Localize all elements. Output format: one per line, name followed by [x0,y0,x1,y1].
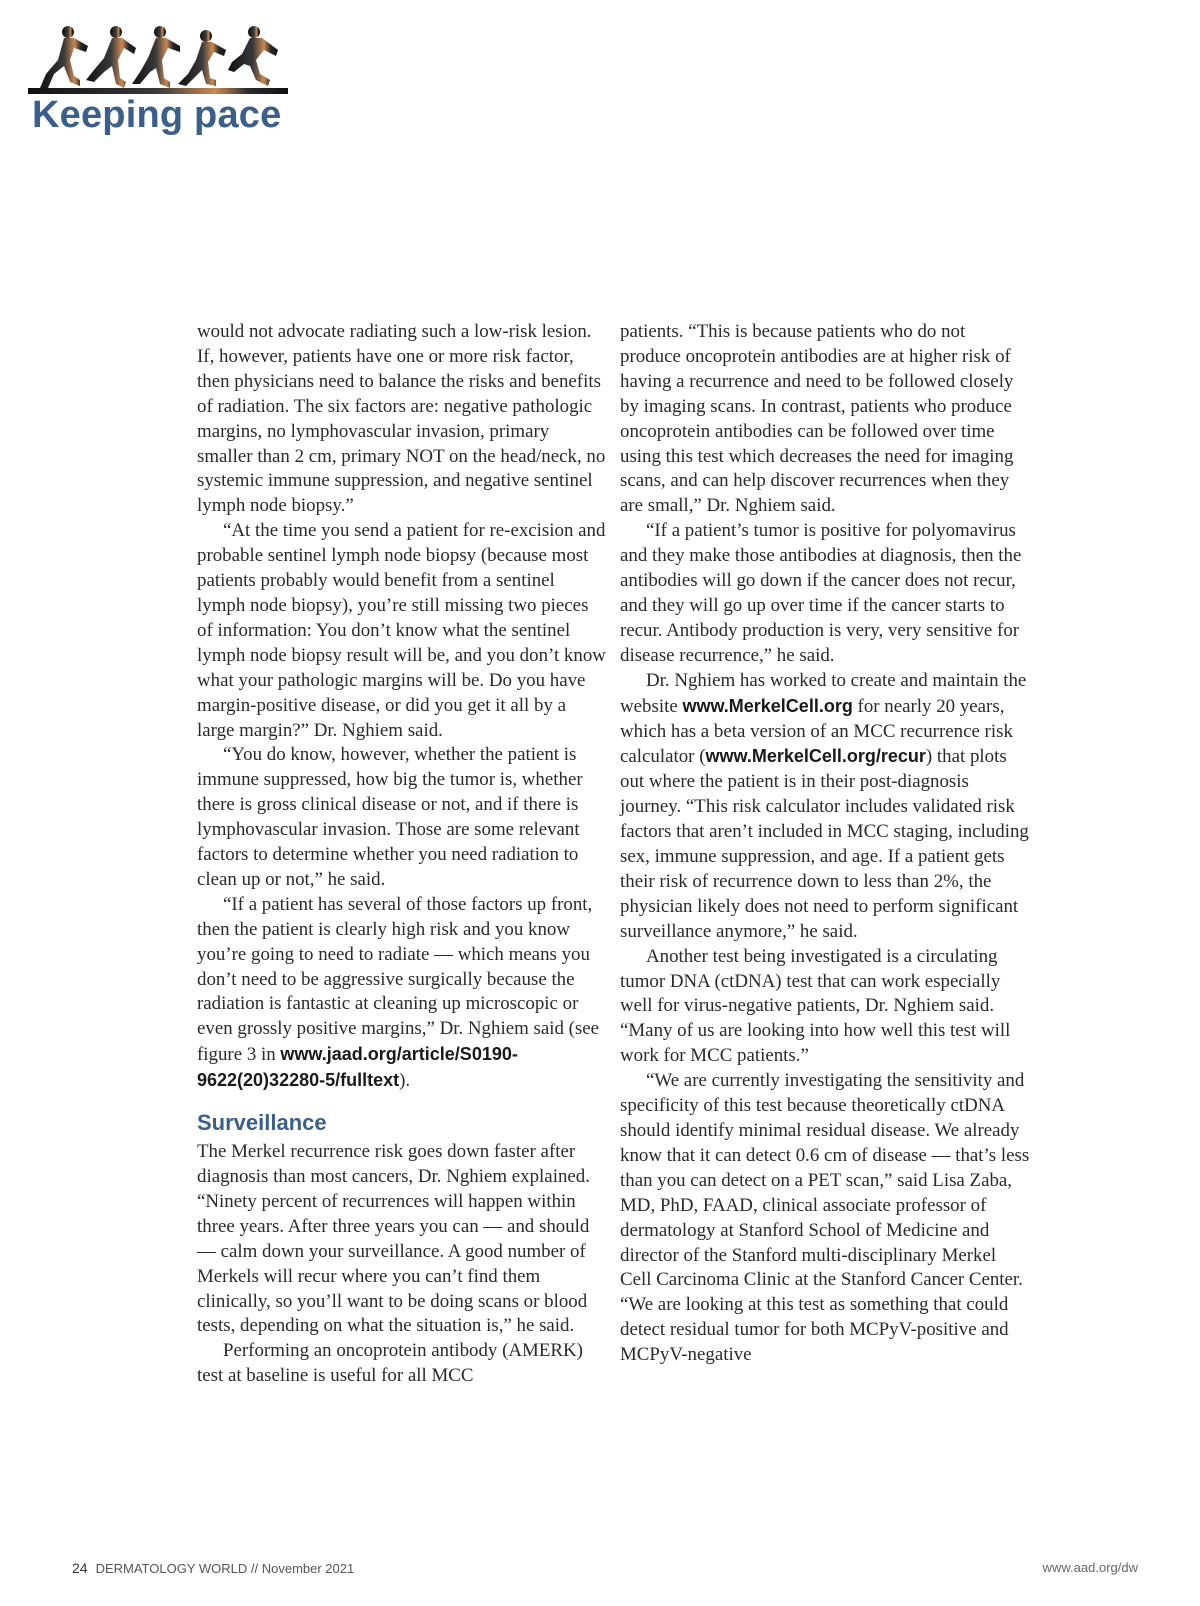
publication-info: DERMATOLOGY WORLD // November 2021 [95,1561,355,1576]
right-column [620,320,1030,1368]
page-number: 24 [72,1560,88,1576]
paragraph-text: ) that plots out where the patient is in their post-diagnosis journey. “This risk calculator includes validated risk factors that aren’t included in MCC staging, including sex, immune suppression, and age. If a patient gets their risk of recurrence down to less than 2%, the physician likely does not need to perform significant surveillance anymore,” he said. [620,746,1029,942]
recurrence-calculator-link[interactable]: www.MerkelCell.org/recur [705,746,926,767]
paragraph-text: for nearly 20 years, which has a beta version of an MCC recurrence risk calculator ( [620,695,1013,768]
paragraph: “We are currently investigating the sensitivity and specificity of this test because theoretically ctDNA should identify minimal residual disease. We already know that it can detect 0.6 cm of disease — that’s less than you can detect on a PET scan,” said Lisa Zaba, MD, PhD, FAAD, clinical associate professor of dermatology at Stanford School of Medicine and director of the Stanford multi-disciplinary Merkel Cell Carcinoma Clinic at the Stanford Cancer Center. “We are looking at this test as something that could detect residual tumor for both MCPyV-positive and MCPyV-negative [620,1070,1030,1366]
page-title: Keeping pace [32,94,282,136]
paragraph-text: “If a patient has several of those factors up front, then the patient is clearly high risk and you know you’re going to need to radiate — which means you don’t need to be aggressive surgically because the radiation is fantastic at cleaning up microscopic or even grossly positive margins,” Dr. Nghiem said (see figure 3 in [197,893,600,1066]
paragraph: The Merkel recurrence risk goes down faster after diagnosis than most cancers, Dr. Nghiem explained. “Ninety percent of recurrences will happen within three years. After three years you can — and should — calm down your surveillance. A good number of Merkels will recur where you can’t find them clinically, so you’ll want to be doing scans or blood tests, depending on what the situation is,” he said. [197,1141,590,1337]
footer-publication [72,1560,354,1576]
paragraph-text: ). [399,1070,411,1092]
merkelcell-website-link[interactable]: www.MerkelCell.org [682,695,853,716]
paragraph [620,669,1030,945]
paragraph: “You do know, however, whether the patient is immune suppressed, how big the tumor is, whether there is gross clinical disease or not, and if there is lymphovascular invasion. Those are some relevant factors to determine whether you need radiation to clean up or not,” he said. [197,744,583,890]
paragraph: “At the time you send a patient for re-excision and probable sentinel lymph node biopsy (because most patients probably would benefit from a sentinel lymph node biopsy), you’re still missing two pieces of information: You don’t know what the sentinel lymph node biopsy result will be, and you don’t know what your pathologic margins will be. Do you have margin-positive disease, or did you get it all by a large margin?” Dr. Nghiem said. [197,520,606,741]
paragraph: patients. “This is because patients who do not produce oncoprotein antibodies are at higher risk of having a recurrence and need to be followed closely by imaging scans. In contrast, patients who produce oncoprotein antibodies can be followed over time using this test which decreases the need for imaging scans, and can help discover recurrences when they are small,” Dr. Nghiem said. [620,321,1014,517]
paragraph: would not advocate radiating such a low-risk lesion. If, however, patients have one or more risk factor, then physicians need to balance the risks and benefits of radiation. The six factors are: negative pathologic margins, no lymphovascular invasion, primary smaller than 2 cm, primary NOT on the head/neck, no systemic immune suppression, and negative sentinel lymph node biopsy.” [197,321,606,517]
running-figures-icon [28,22,288,100]
jaad-article-link[interactable]: www.jaad.org/article/S0190-9622(20)32280-5/fulltext [197,1044,518,1091]
paragraph: Performing an oncoprotein antibody (AMERK) test at baseline is useful for all MCC [197,1340,583,1387]
paragraph [197,893,607,1094]
left-column [197,320,607,1389]
paragraph-text: Dr. Nghiem has worked to create and maintain the website [620,669,1027,717]
paragraph: “If a patient’s tumor is positive for polyomavirus and they make those antibodies at diagnosis, then the antibodies will go down if the cancer does not recur, and they will go up over time if the cancer starts to recur. Antibody production is very, very sensitive for disease recurrence,” he said. [620,520,1022,666]
section-heading: Surveillance [197,1110,327,1136]
footer-url[interactable]: www.aad.org/dw [1042,1560,1138,1575]
paragraph: Another test being investigated is a circulating tumor DNA (ctDNA) test that can work especially well for virus-negative patients, Dr. Nghiem said. “Many of us are looking into how well this test will work for MCC patients.” [620,945,1011,1067]
